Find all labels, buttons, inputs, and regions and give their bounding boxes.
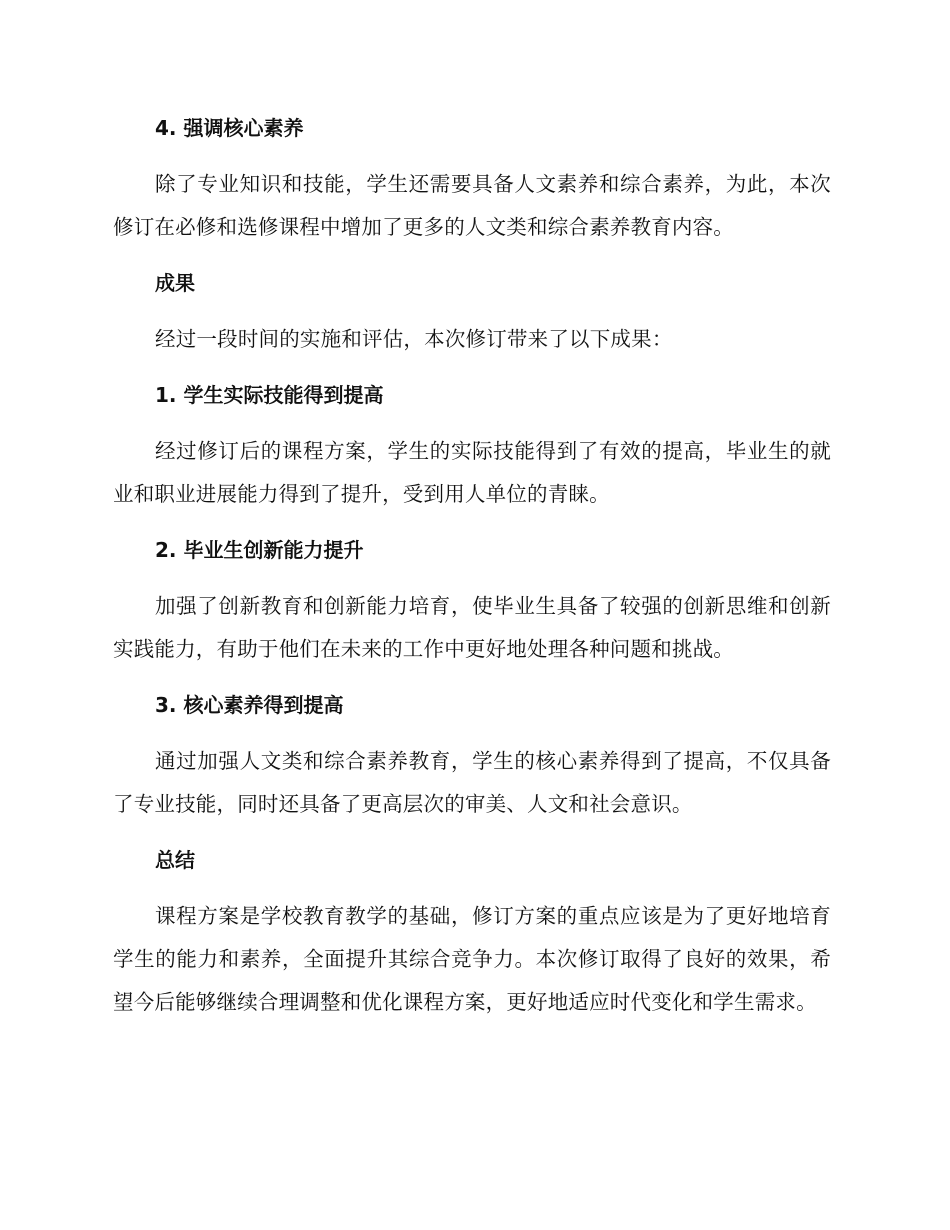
heading-core-literacy-improved: 3. 核心素养得到提高 (155, 693, 344, 717)
paragraph-core-literacy-improved: 通过加强人文类和综合素养教育，学生的核心素养得到了提高，不仅具备了专业技能，同时还具备了更高层次的审美、人文和社会意识。 (113, 749, 831, 816)
paragraph-innovation-ability: 加强了创新教育和创新能力培育，使毕业生具备了较强的创新思维和创新实践能力，有助于他们在未来的工作中更好地处理各种问题和挑战。 (113, 594, 831, 661)
heading-summary: 总结 (155, 848, 195, 872)
paragraph-summary: 课程方案是学校教育教学的基础，修订方案的重点应该是为了更好地培育学生的能力和素养，全面提升其综合竞争力。本次修订取得了良好的效果，希望今后能够继续合理调整和优化课程方案，更好地适应时代变化和学生需求。 (113, 904, 831, 1014)
heading-emphasize-core-literacy: 4. 强调核心素养 (155, 116, 304, 140)
document-page (113, 108, 831, 1038)
heading-results: 成果 (155, 271, 195, 295)
paragraph-results-intro: 经过一段时间的实施和评估，本次修订带来了以下成果： (155, 327, 673, 351)
heading-innovation-ability: 2. 毕业生创新能力提升 (155, 538, 364, 562)
paragraph-practical-skills: 经过修订后的课程方案，学生的实际技能得到了有效的提高，毕业生的就业和职业进展能力得到了提升，受到用人单位的青睐。 (113, 439, 831, 506)
paragraph-core-literacy: 除了专业知识和技能，学生还需要具备人文素养和综合素养，为此，本次修订在必修和选修课程中增加了更多的人文类和综合素养教育内容。 (113, 172, 831, 239)
heading-practical-skills: 1. 学生实际技能得到提高 (155, 383, 384, 407)
